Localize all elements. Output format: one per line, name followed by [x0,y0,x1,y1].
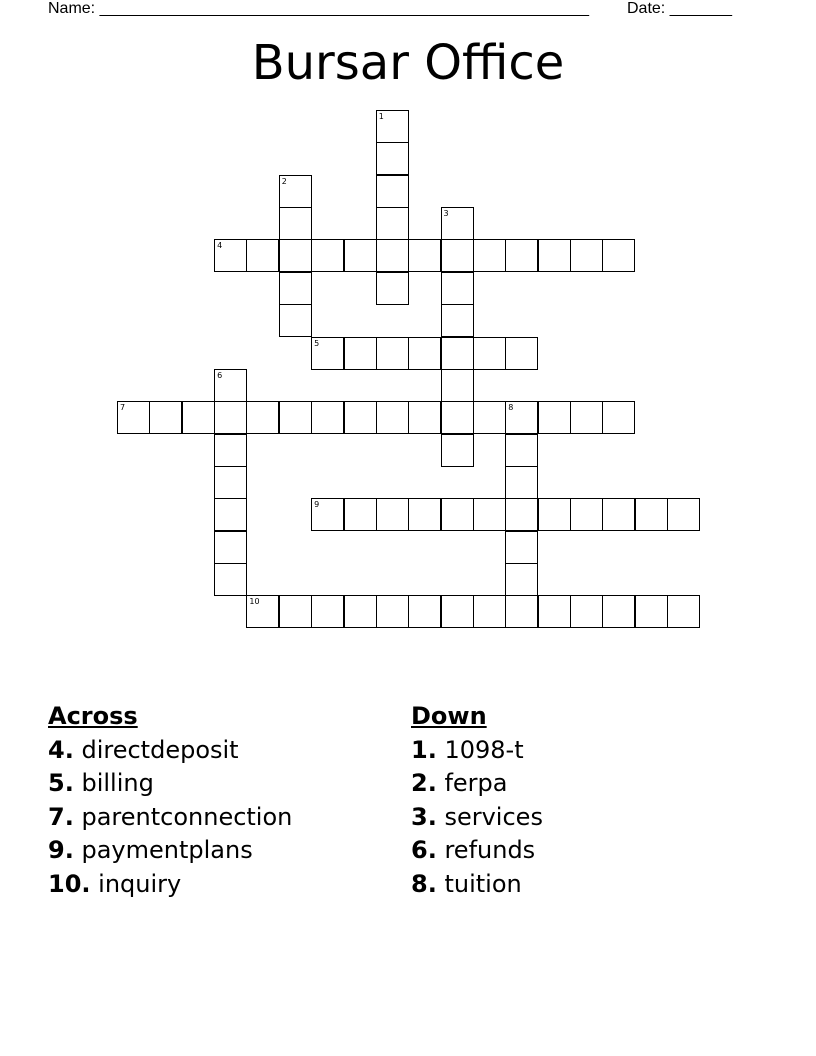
grid-cell[interactable] [473,337,506,370]
grid-cell[interactable] [667,498,700,531]
grid-cell[interactable] [311,337,344,370]
across-clue [48,734,292,768]
grid-cell[interactable] [441,434,474,467]
grid-cell[interactable] [149,401,182,434]
grid-cell[interactable] [279,239,312,272]
cell-number: 7 [120,403,126,413]
grid-cell[interactable] [376,239,409,272]
grid-cell[interactable] [570,401,603,434]
clue-number: 10. [48,869,91,898]
grid-cell[interactable] [441,337,474,370]
down-clues [411,700,543,901]
cell-number: 9 [314,500,320,510]
grid-cell[interactable] [376,175,409,208]
clue-number: 2. [411,769,437,797]
grid-cell[interactable] [408,401,441,434]
across-clue [48,868,292,902]
grid-cell[interactable] [344,337,377,370]
grid-cell[interactable] [505,563,538,596]
down-clue [411,834,543,868]
grid-cell[interactable] [505,434,538,467]
clue-text: inquiry [98,869,182,898]
grid-cell[interactable] [246,239,279,272]
grid-cell[interactable] [570,595,603,628]
clue-text: ferpa [444,769,508,797]
grid-cell[interactable] [279,595,312,628]
clue-text: 1098-t [444,735,524,764]
clue-text: refunds [444,836,536,864]
grid-cell[interactable] [473,239,506,272]
grid-cell[interactable] [376,142,409,175]
name-field: Name: _______________________________________________________ [48,0,589,17]
grid-cell[interactable] [408,337,441,370]
grid-cell[interactable] [602,595,635,628]
grid-cell[interactable] [505,595,538,628]
grid-cell[interactable] [441,272,474,305]
grid-cell[interactable] [246,401,279,434]
grid-cell[interactable] [538,595,571,628]
across-clue [48,767,292,801]
grid-cell[interactable] [570,498,603,531]
down-clue [411,767,543,801]
grid-cell[interactable] [441,369,474,402]
grid-cell[interactable] [214,401,247,434]
clue-text: parentconnection [81,802,293,831]
clue-number: 9. [48,836,74,864]
grid-cell[interactable] [246,595,279,628]
grid-cell[interactable] [473,401,506,434]
grid-cell[interactable] [311,401,344,434]
grid-cell[interactable] [376,595,409,628]
grid-cell[interactable] [441,595,474,628]
grid-cell[interactable] [279,401,312,434]
grid-cell[interactable] [376,337,409,370]
clue-text: paymentplans [81,836,253,864]
clue-number: 5. [48,769,74,797]
grid-cell[interactable] [376,110,409,143]
grid-cell[interactable] [441,401,474,434]
clue-text: services [444,802,543,831]
grid-cell[interactable] [505,401,538,434]
grid-cell[interactable] [441,498,474,531]
grid-cell[interactable] [376,401,409,434]
grid-cell[interactable] [635,498,668,531]
date-field: Date: _______ [627,0,732,17]
cell-number: 6 [217,370,223,380]
grid-cell[interactable] [279,272,312,305]
clue-number: 6. [411,836,437,864]
grid-cell[interactable] [505,531,538,564]
grid-cell[interactable] [505,239,538,272]
grid-cell[interactable] [635,595,668,628]
down-clue [411,801,543,835]
grid-cell[interactable] [214,369,247,402]
grid-cell[interactable] [602,239,635,272]
grid-cell[interactable] [214,563,247,596]
grid-cell[interactable] [311,498,344,531]
grid-cell[interactable] [667,595,700,628]
across-clue [48,801,292,835]
cell-number: 1 [378,112,384,121]
grid-cell[interactable] [344,239,377,272]
grid-cell[interactable] [344,595,377,628]
grid-cell[interactable] [570,239,603,272]
grid-cell[interactable] [408,498,441,531]
cell-number: 10 [249,597,260,607]
grid-cell[interactable] [538,498,571,531]
grid-cell[interactable] [408,239,441,272]
grid-cell[interactable] [279,207,312,240]
grid-cell[interactable] [344,498,377,531]
grid-cell[interactable] [279,304,312,337]
grid-cell[interactable] [214,239,247,272]
grid-cell[interactable] [473,498,506,531]
clue-text: billing [81,769,154,797]
grid-cell[interactable] [538,401,571,434]
cell-number: 5 [314,338,320,348]
grid-cell[interactable] [214,531,247,564]
across-clue [48,834,292,868]
grid-cell[interactable] [214,434,247,467]
grid-cell[interactable] [279,175,312,208]
clue-text: tuition [444,869,522,898]
grid-cell[interactable] [602,498,635,531]
grid-cell[interactable] [505,337,538,370]
clue-number: 3. [411,802,437,831]
cell-number: 4 [217,241,223,251]
clue-number: 1. [411,735,437,764]
grid-cell[interactable] [408,595,441,628]
grid-cell[interactable] [538,239,571,272]
grid-cell[interactable] [214,466,247,499]
grid-cell[interactable] [344,401,377,434]
grid-cell[interactable] [182,401,215,434]
down-clue [411,734,543,768]
cell-number: 3 [443,209,449,219]
grid-cell[interactable] [441,304,474,337]
grid-cell[interactable] [505,498,538,531]
grid-cell[interactable] [311,239,344,272]
grid-cell[interactable] [117,401,150,434]
clue-text: directdeposit [81,735,239,764]
clue-number: 7. [48,802,74,831]
grid-cell[interactable] [473,595,506,628]
grid-cell[interactable] [214,498,247,531]
grid-cell[interactable] [441,239,474,272]
across-clues [48,700,292,901]
grid-cell[interactable] [376,272,409,305]
down-heading: Down [411,702,487,730]
grid-cell[interactable] [602,401,635,434]
grid-cell[interactable] [376,207,409,240]
cell-number: 8 [508,403,514,413]
page-title: Bursar Office [251,35,565,91]
clue-number: 4. [48,735,74,764]
across-heading: Across [48,702,138,730]
grid-cell[interactable] [441,207,474,240]
grid-cell[interactable] [505,466,538,499]
cell-number: 2 [281,176,287,186]
down-clue [411,868,543,902]
grid-cell[interactable] [311,595,344,628]
grid-cell[interactable] [376,498,409,531]
clue-number: 8. [411,869,437,898]
